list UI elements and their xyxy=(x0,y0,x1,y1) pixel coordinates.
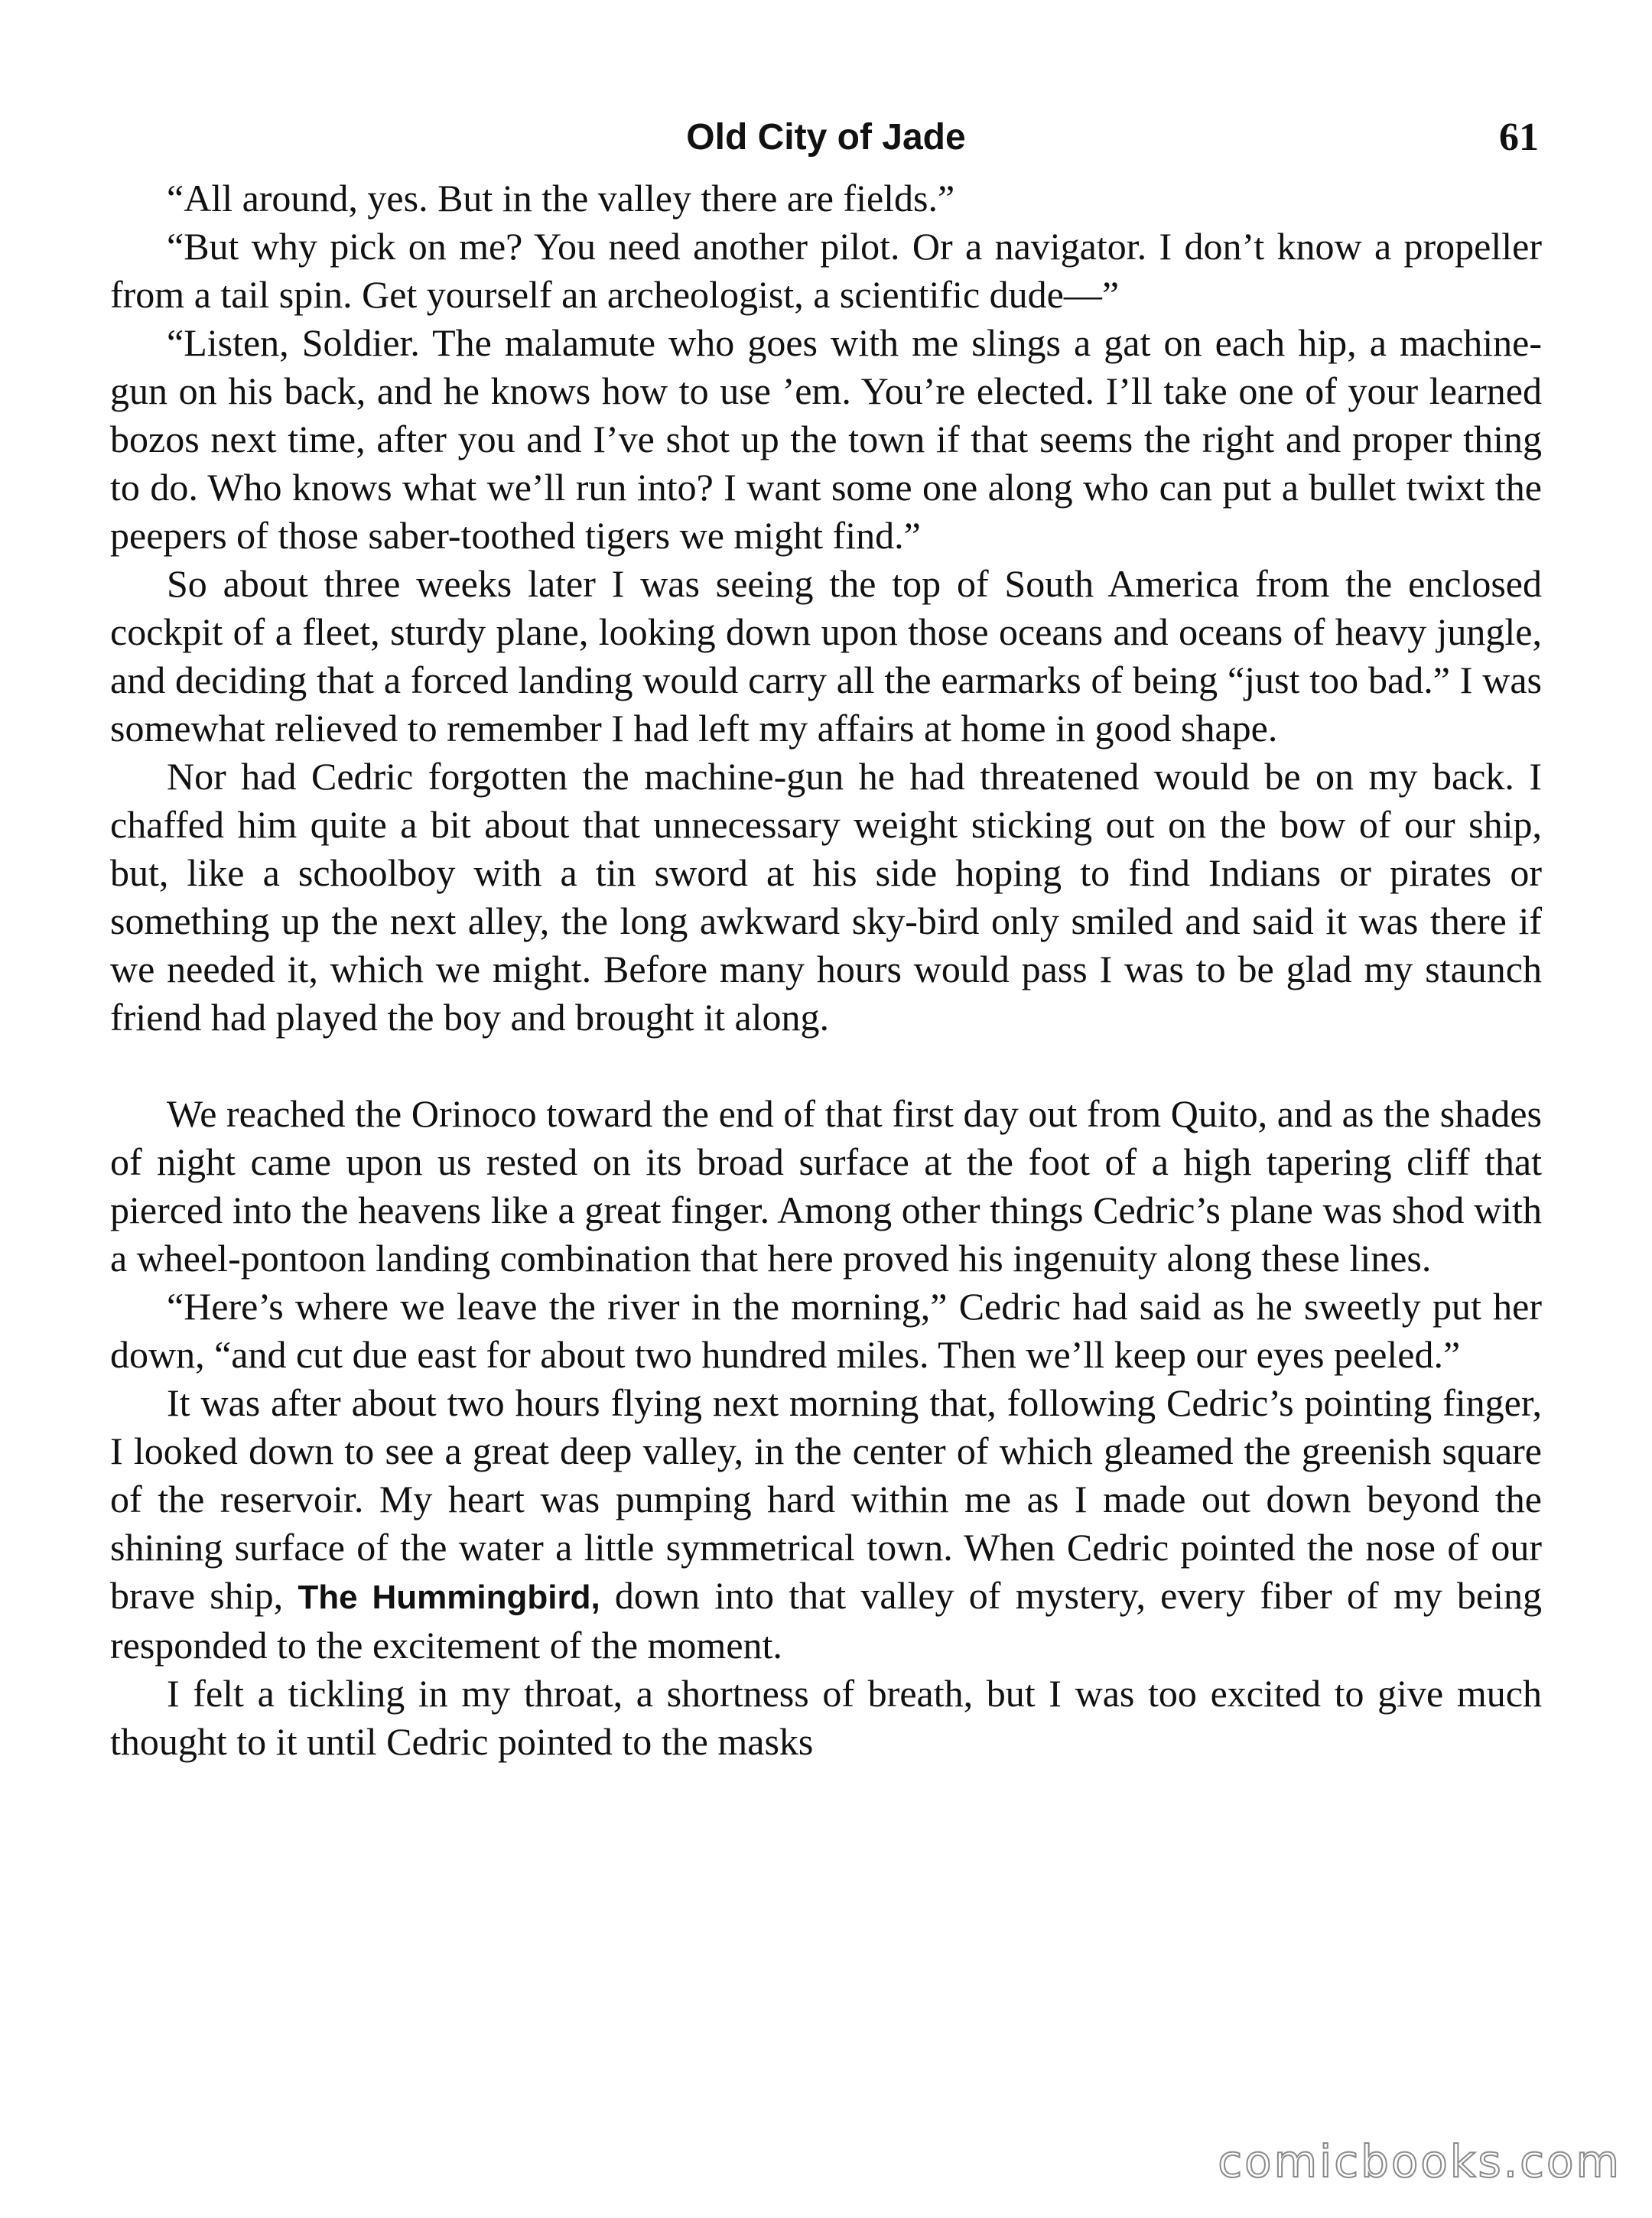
paragraph-text: down into that valley of mystery, every fiber of my being responded to the excitement of the moment. xyxy=(110,1574,1543,1667)
paragraph: I felt a tickling in my throat, a shortness of breath, but I was too excited to give much thought to it until Cedric pointed to the masks xyxy=(110,1672,1542,1763)
body-text xyxy=(110,174,1542,1766)
paragraph: “Here’s where we leave the river in the morning,” Cedric had said as he sweetly put her down, “and cut due east for about two hundred miles. Then we’ll keep our eyes peeled.” xyxy=(110,1285,1542,1376)
paragraph xyxy=(110,1379,1542,1670)
page-header xyxy=(110,107,1542,168)
paragraph: Nor had Cedric forgotten the machine-gun he had threatened would be on my back. I chaffed him quite a bit about that unnecessary weight sticking out on the bow of our ship, but, like a schoolboy with a tin sword at his side hoping to find Indians or pirates or something up the next alley, the long awkward sky-bird only smiled and said it was there if we needed it, which we might. Before many hours would pass I was to be glad my staunch friend had played the boy and brought it along. xyxy=(110,755,1542,1039)
watermark: comicbooks.com xyxy=(1218,2135,1621,2187)
paragraph: “All around, yes. But in the valley there are fields.” xyxy=(167,177,955,220)
page-number: 61 xyxy=(1499,115,1539,159)
paragraph: “But why pick on me? You need another pilot. Or a navigator. I don’t know a propeller from a tail spin. Get yourself an archeologist, a scientific dude—” xyxy=(110,225,1542,316)
section-break xyxy=(110,1042,1542,1090)
paragraph: “Listen, Soldier. The malamute who goes with me slings a gat on each hip, a machine-gun on his back, and he knows how to use ’em. You’re elected. I’ll take one of your learned bozos next time, after you and I’ve shot up the town if that seems the right and proper thing to do. Who knows what we’ll run into? I want some one along who can put a bullet twixt the peepers of those saber-toothed tigers we might find.” xyxy=(110,321,1542,557)
paragraph: We reached the Orinoco toward the end of that first day out from Quito, and as the shades of night came upon us rested on its broad surface at the foot of a high tapering cliff that pierced into the heavens like a great finger. Among other things Cedric’s plane was shod with a wheel-pontoon landing combination that here proved his ingenuity along these lines. xyxy=(110,1092,1542,1280)
paragraph: So about three weeks later I was seeing the top of South America from the enclosed cockpit of a fleet, sturdy plane, looking down upon those oceans and oceans of heavy jungle, and deciding that a forced landing would carry all the earmarks of being “just too bad.” I was somewhat relieved to remember I had left my affairs at home in good shape. xyxy=(110,562,1542,750)
running-title: Old City of Jade xyxy=(686,117,966,158)
paragraph-text: It was after about two hours flying next morning that, following Cedric’s pointing finger, I looked down to see a great deep valley, in the center of which gleamed the greenish square of the reservoir. My heart was pumping hard within me as I made out down beyond the shining surface of the water a little symmetrical town. When Cedric pointed the nose of our brave ship, xyxy=(110,1381,1542,1617)
ship-name: The Hummingbird, xyxy=(298,1579,600,1616)
